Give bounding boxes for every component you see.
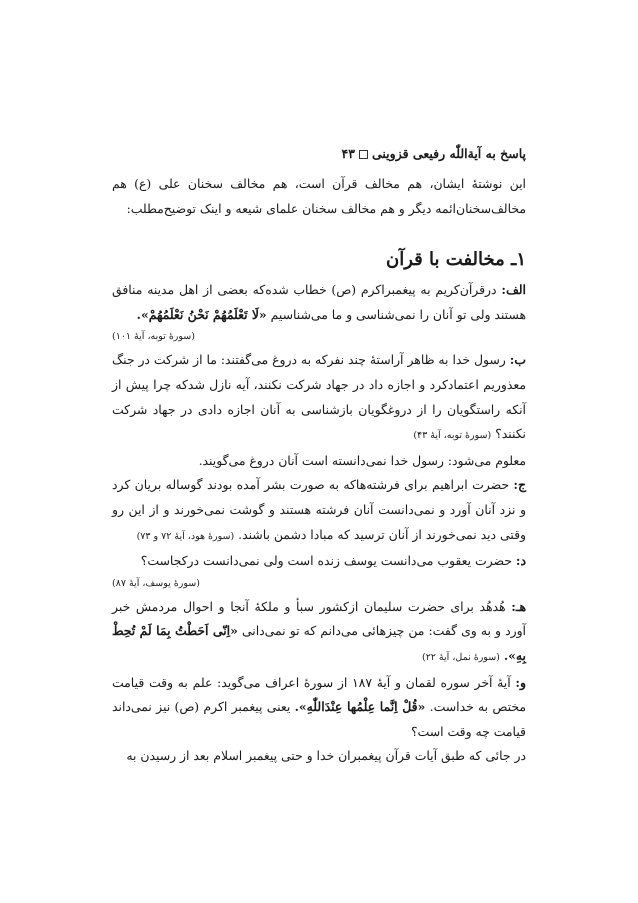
page-number: ۴۳ [341,146,355,161]
item-label: هـ: [511,598,526,614]
paragraph-vav [112,671,526,745]
running-header [112,146,526,161]
item-text: رسول خدا به ظاهر آراستهٔ چند نفرکه به دروغ می‌گفتند: ما از شرکت در جنگ معذوریم اعتمادکرد و اجازه داد در جهاد شرکت نکنند، آیه نازل شدکه چرا پیش از آنکه راستگویان را از دروغگویان بازشناسی به آنان اجازه دادی در جهاد شرکت نکنند؟ [112,352,526,442]
paragraph-be [112,348,526,448]
paragraph-alef [112,278,526,327]
item-label: ب: [509,352,526,368]
quran-verse: «لَا تَعْلَمُهُمْ نَحْنُ نَعْلَمُهُمْ». [136,306,267,322]
paragraph-conclusion: معلوم می‌شود: رسول خدا نمی‌دانسته است آنان دروغ می‌گویند. [198,452,526,468]
verse-reference: (سورهٔ یوسف، آیهٔ ۸۷) [112,577,200,589]
intro-paragraph: این نوشتهٔ ایشان، هم مخالف قرآن است، هم مخالف سخنان علی (ع) هم مخالف‌سخنان‌ائمه دیگر و هم مخالف سخنان علمای شیعه و اینک توضیح‌مطلب: [112,176,526,216]
closing-paragraph: در جائی که طبق آیات قرآن پیغمبران خدا و حتی پیغمبر اسلام بعد از رسیدن به [126,748,526,764]
section-title: ۱ـ مخالفت با قرآن [385,249,526,271]
verse-reference: (سورهٔ توبه، آیهٔ ۱۰۱) [112,331,195,343]
item-label: الف: [501,282,526,298]
item-text: حضرت ابراهیم برای فرشته‌هاکه به صورت بشر آمده بودند گوساله بریان کرد و نزد آنان آورد و نمی‌دانست آنان فرشته هستند و گوشت نمی‌خورند و از این رو وقتی دید نمی‌خورند از آنان ترسید که مبادا دشمن باشند. [112,477,526,542]
item-text: هُدهُد برای حضرت سلیمان ازکشور سبأ و ملکهٔ آنجا و احوال مردمش خبر آورد و به وی گفت: من چیزهائی می‌دانم که تو نمی‌دانی [112,598,526,639]
verse-reference: (سورهٔ توبه، آیهٔ ۴۳) [413,430,492,442]
item-text: حضرت یعقوب می‌دانست یوسف زنده است ولی نمی‌دانست درکجاست؟ [140,553,512,569]
separator-box-icon [359,150,368,159]
item-label: د: [515,553,526,569]
verse-reference: (سورهٔ نمل، آیهٔ ۲۲) [421,651,500,663]
paragraph-he [112,595,526,671]
item-text: آیهٔ آخر سوره لقمان و آیهٔ ۱۸۷ از سورهٔ اعراف می‌گوید: علم به وقت قیامت مختص به خداست. [112,674,526,715]
running-title: پاسخ به آیةاللّٰه رفیعی قزوینی [371,146,526,161]
paragraph-jim [112,473,526,549]
verse-reference: (سورهٔ هود، آیهٔ ۷۲ و ۷۳) [136,530,235,542]
item-label: و: [515,674,526,690]
quran-verse: «اِنّی اَحَطْتُ بِمَا لَمْ تُحِطْ بِهِ». [112,623,526,663]
body-text [112,172,526,769]
quran-verse: «قُلْ اِنَّما عِلْمُها عِنْدَاللّٰهِ». [294,699,426,715]
paragraph-dal [112,549,526,574]
item-text: یعنی پیغمبر اکرم (ص) نیز نمی‌داند قیامت چه وقت است؟ [112,699,526,739]
item-label: ج: [513,477,526,493]
item-text: درقرآن‌کریم به پیغمبراکرم (ص) خطاب شده‌که بعضی از اهل مدینه منافق هستند ولی تو آنان را نمی‌شناسی و ما می‌شناسیم [112,282,526,322]
